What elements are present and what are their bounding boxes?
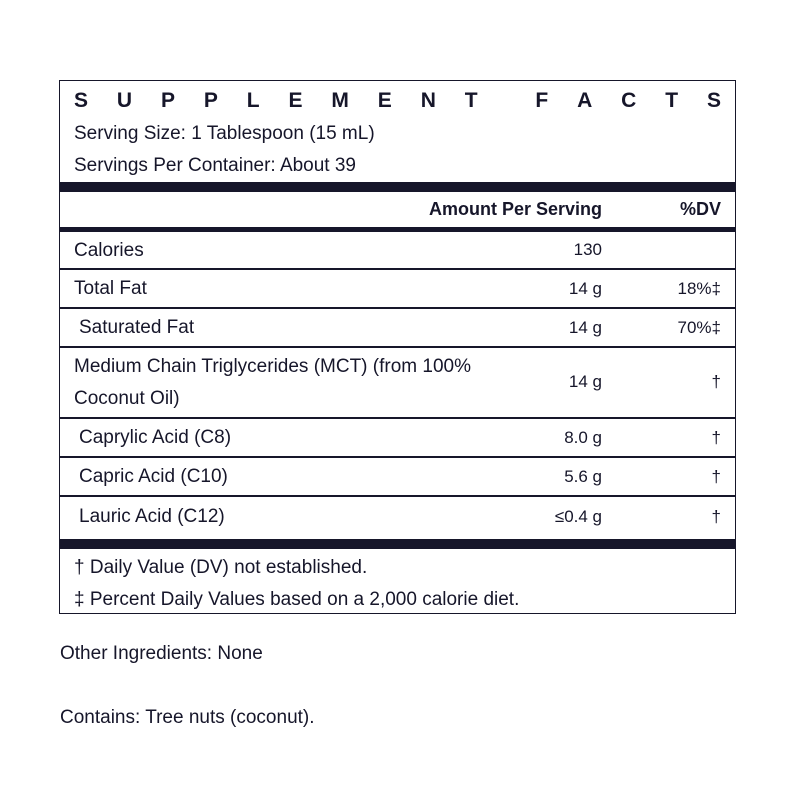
thick-divider bbox=[60, 539, 735, 549]
title-letter: N bbox=[420, 89, 436, 112]
title-letter: S bbox=[706, 89, 721, 112]
table-row bbox=[60, 232, 735, 270]
nutrient-dv: † bbox=[711, 467, 721, 486]
nutrient-amount: 14 g bbox=[568, 318, 602, 337]
nutrient-dv: 18%‡ bbox=[677, 279, 721, 298]
table-row bbox=[60, 270, 735, 309]
nutrient-amount: 14 g bbox=[568, 279, 602, 298]
table-row bbox=[60, 458, 735, 497]
serving-size: Serving Size: 1 Tablespoon (15 mL) bbox=[74, 123, 375, 144]
panel-title bbox=[74, 89, 721, 115]
title-letter: C bbox=[621, 89, 637, 112]
title-letter: T bbox=[665, 89, 679, 112]
title-letter: P bbox=[203, 89, 218, 112]
nutrient-name: Lauric Acid (C12) bbox=[79, 506, 225, 527]
footnote-double-dagger: ‡ Percent Daily Values based on a 2,000 calorie diet. bbox=[74, 589, 520, 610]
table-row bbox=[60, 309, 735, 348]
servings-per-container: Servings Per Container: About 39 bbox=[74, 155, 357, 176]
nutrient-name: Total Fat bbox=[74, 278, 147, 299]
title-letter: L bbox=[246, 89, 260, 112]
supplement-facts-panel bbox=[59, 80, 736, 614]
table-row bbox=[60, 419, 735, 458]
other-ingredients: Other Ingredients: None bbox=[60, 643, 263, 664]
nutrient-name: Caprylic Acid (C8) bbox=[79, 427, 232, 448]
nutrient-amount: 14 g bbox=[568, 372, 602, 391]
nutrient-amount: 5.6 g bbox=[564, 467, 602, 486]
nutrient-name: Capric Acid (C10) bbox=[79, 466, 228, 487]
nutrient-amount: ≤0.4 g bbox=[554, 507, 602, 526]
nutrient-amount: 130 bbox=[573, 240, 602, 259]
nutrient-name: Medium Chain Triglycerides (MCT) (from 100% Coconut Oil) bbox=[74, 356, 471, 409]
title-letter: S bbox=[74, 89, 89, 112]
title-letter: P bbox=[160, 89, 175, 112]
nutrient-dv: † bbox=[711, 428, 721, 447]
daily-value-header: %DV bbox=[679, 199, 721, 219]
table-row bbox=[60, 348, 735, 419]
title-letter: E bbox=[377, 89, 392, 112]
title-letter: F bbox=[535, 89, 549, 112]
nutrient-amount: 8.0 g bbox=[564, 428, 602, 447]
footnote-dagger: † Daily Value (DV) not established. bbox=[74, 557, 368, 578]
title-letter: E bbox=[288, 89, 303, 112]
nutrient-name: Calories bbox=[74, 240, 144, 261]
table-header bbox=[60, 191, 735, 228]
title-letter: T bbox=[464, 89, 478, 112]
title-letter: M bbox=[331, 89, 349, 112]
nutrient-dv: † bbox=[711, 507, 721, 526]
title-letter: U bbox=[116, 89, 133, 112]
allergen-statement: Contains: Tree nuts (coconut). bbox=[60, 707, 315, 728]
title-letter: A bbox=[577, 89, 593, 112]
amount-per-serving-header: Amount Per Serving bbox=[428, 199, 602, 219]
nutrient-dv: † bbox=[711, 372, 721, 391]
nutrient-name: Saturated Fat bbox=[79, 317, 195, 338]
nutrient-dv: 70%‡ bbox=[677, 318, 721, 337]
table-row bbox=[60, 497, 735, 539]
